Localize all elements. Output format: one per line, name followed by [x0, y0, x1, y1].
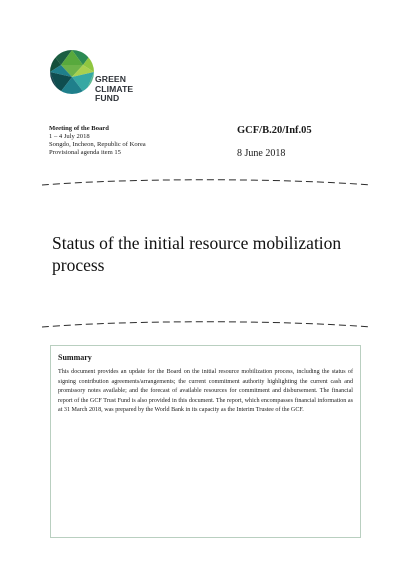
globe-icon: [49, 47, 95, 97]
meeting-info: [49, 125, 146, 157]
document-reference: GCF/B.20/Inf.05: [237, 125, 312, 136]
meeting-location: Songdo, Incheon, Republic of Korea: [49, 141, 146, 148]
document-date: 8 June 2018: [237, 148, 286, 159]
agenda-item: Provisional agenda item 15: [49, 149, 121, 156]
summary-box: [50, 345, 361, 538]
meeting-dates: 1 – 4 July 2018: [49, 133, 90, 140]
wave-divider-bottom: [40, 318, 373, 330]
wave-divider-top: [40, 176, 373, 188]
logo-text-line: FUND: [95, 93, 120, 104]
document-title: Status of the initial resource mobilization process: [52, 233, 342, 275]
summary-text: This document provides an update for the Board on the initial resource mobilization process, including the status of signing contribution agreements/arrangements; the current commitment authority highlighting the current cash and promissory notes available; and the forecast of available resources for commitment and disbursement. The financial report of the GCF Trust Fund is also provided in this document. The report, which encompasses financial information as at 31 March 2018, was prepared by the World Bank in its capacity as the Interim Trustee of the GCF.: [58, 369, 353, 414]
logo-wordmark: [95, 75, 133, 104]
meeting-label: Meeting of the Board: [49, 125, 109, 132]
summary-heading: Summary: [58, 353, 92, 362]
gcf-logo: [49, 47, 139, 107]
logo-text-line: GREEN: [95, 74, 127, 84]
logo-text-line: CLIMATE: [95, 83, 134, 94]
